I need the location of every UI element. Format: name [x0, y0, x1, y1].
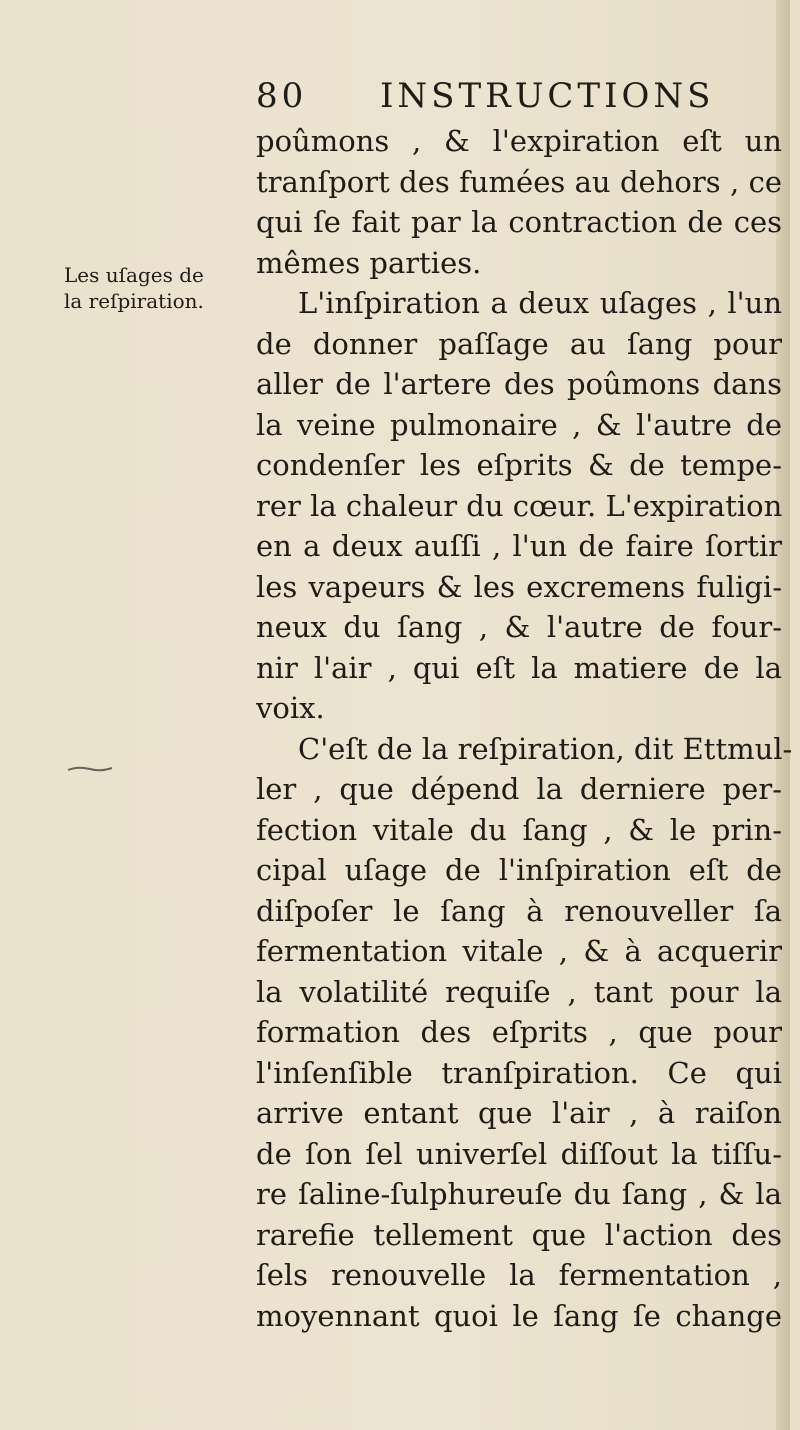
margin-note-line: Les uſages de: [64, 263, 204, 287]
text-line: ler , que dépend la derniere per-: [256, 772, 782, 806]
text-line: cipal uſage de l'inſpiration eſt de: [256, 853, 782, 887]
text-line: en a deux auſſi , l'un de faire ſortir: [256, 529, 782, 563]
text-line: fermentation vitale , & à acquerir: [256, 934, 782, 968]
text-line: condenſer les eſprits & de tempe-: [256, 448, 782, 482]
body-text: [256, 121, 793, 1336]
text-line: mêmes parties.: [256, 245, 482, 280]
text-line: tranſport des fumées au dehors , ce: [256, 164, 782, 199]
text-line: voix.: [256, 691, 325, 725]
margin-note: [64, 262, 254, 314]
text-line: neux du ſang , & l'autre de four-: [256, 610, 782, 644]
text-line: de donner paſſage au ſang pour: [256, 326, 782, 361]
text-line: de ſon ſel univerſel diſſout la tiſſu-: [256, 1136, 782, 1171]
text-line: nir l'air , qui eſt la matiere de la: [256, 650, 782, 685]
page-header: [256, 70, 776, 122]
text-line: fection vitale du ſang , & le prin-: [256, 812, 782, 847]
text-line: ſels renouvelle la fermentation ,: [256, 1258, 782, 1292]
text-line: rarefie tellement que l'action des: [256, 1217, 782, 1252]
fleuron-ornament: [66, 764, 114, 774]
text-line: arrive entant que l'air , à raiſon: [256, 1096, 782, 1130]
text-line: C'eſt de la reſpiration, dit Ettmul-: [298, 731, 793, 766]
text-line: moyennant quoi le ſang ſe change: [256, 1298, 782, 1333]
text-line: poûmons , & l'expiration eſt un: [256, 124, 782, 158]
text-line: aller de l'artere des poûmons dans: [256, 367, 782, 401]
text-line: les vapeurs & les excremens fuligi-: [256, 569, 782, 604]
text-line: l'inſenſible tranſpiration. Ce qui: [256, 1055, 782, 1090]
text-line: rer la chaleur du cœur. L'expiration: [256, 488, 783, 523]
text-line: formation des eſprits , que pour: [256, 1015, 782, 1049]
text-line: re ſaline-ſulphureuſe du ſang , & la: [256, 1177, 782, 1211]
page-number: 80: [256, 76, 308, 116]
text-line: la veine pulmonaire , & l'autre de: [256, 407, 782, 442]
running-title: INSTRUCTIONS: [380, 76, 715, 116]
text-line: diſpoſer le ſang à renouveller ſa: [256, 893, 782, 928]
text-line: qui ſe fait par la contraction de ces: [256, 205, 782, 239]
text-line: L'inſpiration a deux uſages , l'un: [298, 286, 782, 320]
margin-note-line: la reſpiration.: [64, 289, 204, 313]
text-line: la volatilité requiſe , tant pour la: [256, 974, 782, 1009]
